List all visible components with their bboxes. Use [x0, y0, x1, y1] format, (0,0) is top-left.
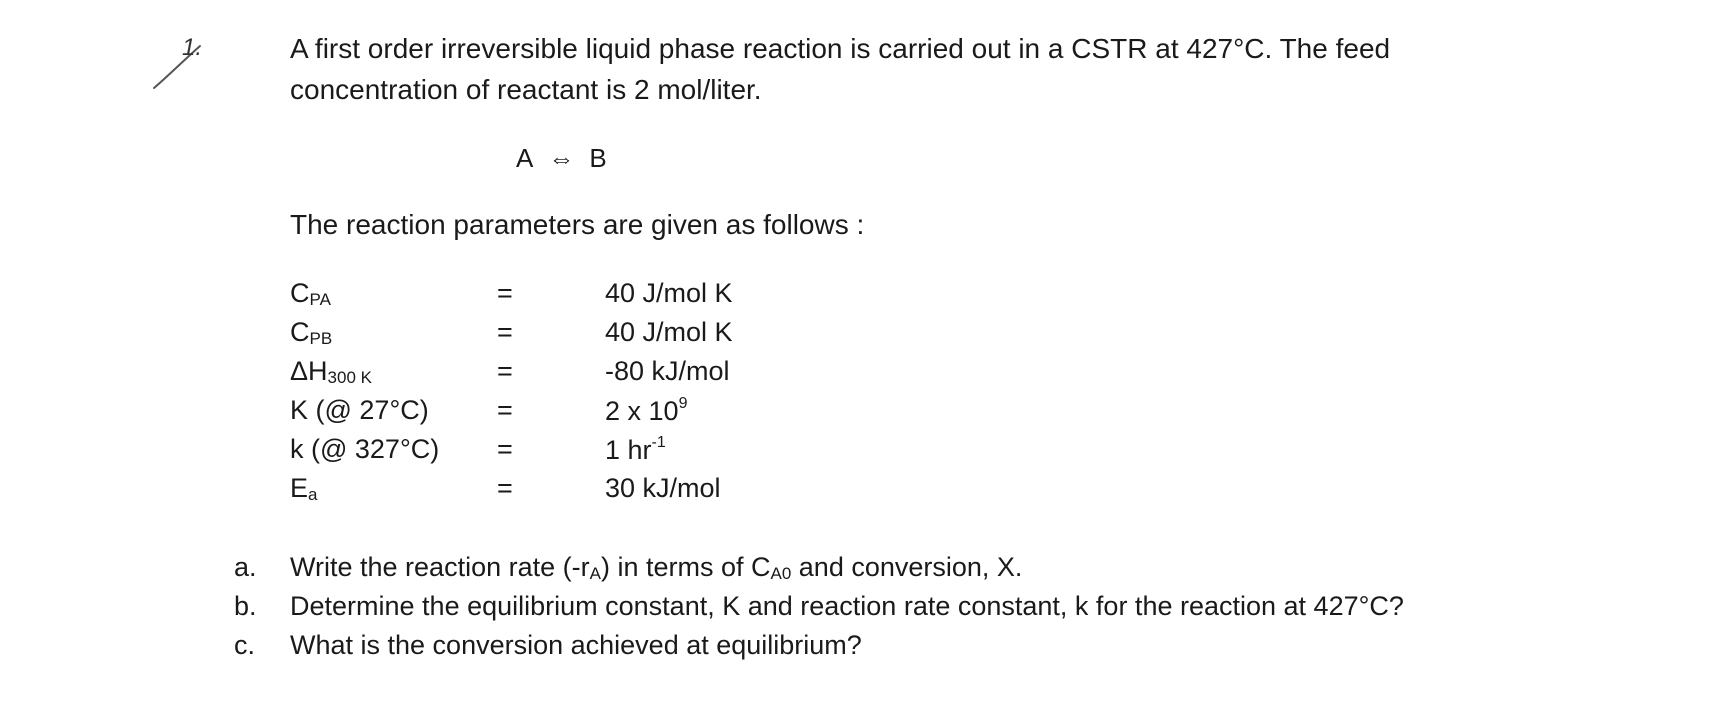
param-symbol: $E_a$ [290, 473, 318, 504]
question-intro [290, 28, 1550, 110]
equals-sign: = [497, 434, 513, 464]
intro-line-1: A first order irreversible liquid phase reaction is carried out in a CSTR at 427°C. The feed [290, 33, 1391, 64]
param-value: 40 J/mol K [605, 317, 733, 347]
equals-sign: = [497, 278, 513, 308]
equals-sign: = [497, 356, 513, 386]
param-value: -80 kJ/mol [605, 356, 730, 386]
param-value: 2 x $10^9$ [605, 395, 688, 426]
params-intro: The reaction parameters are given as follows : [290, 209, 865, 240]
task-label: c. [234, 630, 256, 660]
param-symbol: $C_{PA}$ [290, 278, 331, 309]
task-text: Determine the equilibrium constant, K and reaction rate constant, k for the reaction at 427°C? [290, 591, 1404, 621]
param-value: 30 kJ/mol [605, 473, 721, 503]
reaction-equation [516, 143, 608, 174]
reactant: A [516, 143, 535, 173]
equals-sign: = [497, 395, 513, 425]
param-symbol: k (@ 327°C) [290, 434, 440, 464]
equals-sign: = [497, 473, 513, 503]
task-label: a. [234, 552, 257, 582]
param-symbol: $\Delta H_{300 K}$ [290, 356, 372, 387]
equals-sign: = [497, 317, 513, 347]
task-text: What is the conversion achieved at equilibrium? [290, 630, 862, 660]
param-symbol: $C_{PB}$ [290, 317, 333, 348]
product: B [589, 143, 608, 173]
intro-line-2: concentration of reactant is 2 mol/liter. [290, 74, 762, 105]
equilibrium-arrow-icon: ⇔ [548, 143, 576, 173]
param-symbol: K (@ 27°C) [290, 395, 429, 425]
param-value: 1 $hr^{-1}$ [605, 434, 666, 465]
task-text: Write the reaction rate $(-r_A)$ in terms of $C_{A0}$ and conversion, X. [290, 552, 1023, 583]
question-number: 1. [182, 34, 203, 61]
task-label: b. [234, 591, 257, 621]
param-value: 40 J/mol K [605, 278, 733, 308]
